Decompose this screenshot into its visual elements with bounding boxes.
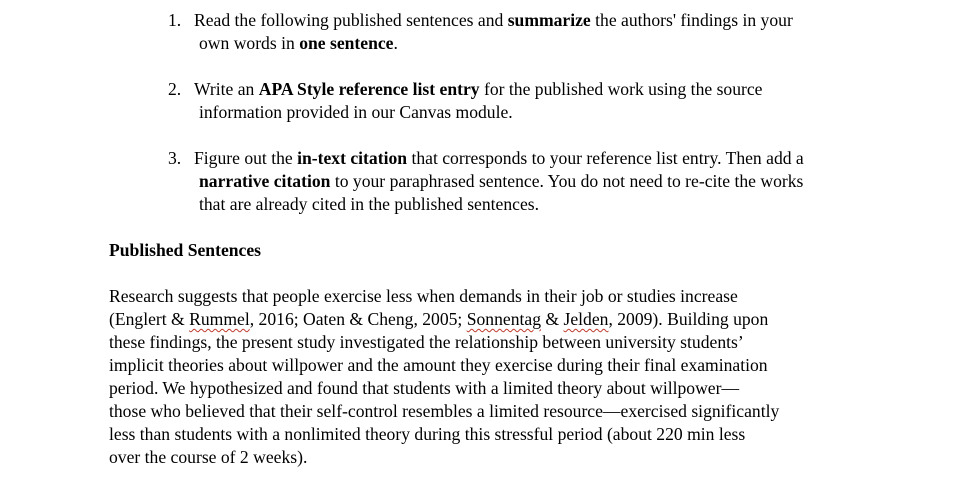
instruction-number: 1. bbox=[168, 10, 182, 30]
instruction-3 bbox=[168, 147, 898, 216]
bold-text: in-text citation bbox=[297, 148, 408, 168]
instruction-1 bbox=[168, 9, 898, 55]
instruction-line: information provided in our Canvas module. bbox=[199, 102, 513, 122]
paragraph-line: implicit theories about willpower and the amount they exercise during their final examination bbox=[109, 355, 768, 375]
paragraph-line: over the course of 2 weeks). bbox=[109, 447, 308, 467]
instruction-line: Read the following published sentences and summarize the authors' findings in your bbox=[194, 10, 793, 30]
instruction-number: 2. bbox=[168, 79, 182, 99]
instruction-line: Write an APA Style reference list entry for the published work using the source bbox=[194, 79, 763, 99]
instruction-number: 3. bbox=[168, 148, 182, 168]
spellcheck-word: Jelden bbox=[563, 309, 609, 329]
paragraph-line: these findings, the present study investigated the relationship between university students’ bbox=[109, 332, 744, 352]
paragraph-line: Research suggests that people exercise less when demands in their job or studies increase bbox=[109, 286, 738, 306]
instruction-2 bbox=[168, 78, 898, 124]
bold-text: one sentence bbox=[299, 33, 394, 53]
spellcheck-word: Sonnentag bbox=[466, 309, 541, 329]
paragraph-line: period. We hypothesized and found that students with a limited theory about willpower— bbox=[109, 378, 740, 398]
instruction-line: Figure out the in-text citation that corresponds to your reference list entry. Then add a bbox=[194, 148, 804, 168]
spellcheck-word: Rummel bbox=[189, 309, 250, 329]
instruction-line: own words in one sentence. bbox=[199, 33, 398, 53]
bold-text: summarize bbox=[507, 10, 591, 30]
bold-text: APA Style reference list entry bbox=[258, 79, 480, 99]
paragraph-line: those who believed that their self-control resembles a limited resource—exercised significantly bbox=[109, 401, 780, 421]
paragraph-line: (Englert & Rummel, 2016; Oaten & Cheng, 2005; Sonnentag & Jelden, 2009). Building upon bbox=[109, 309, 769, 329]
published-paragraph bbox=[109, 285, 929, 469]
instruction-line: that are already cited in the published sentences. bbox=[199, 194, 540, 214]
instruction-line: narrative citation to your paraphrased sentence. You do not need to re-cite the works bbox=[199, 171, 804, 191]
bold-text: narrative citation bbox=[199, 171, 331, 191]
section-heading: Published Sentences bbox=[109, 240, 262, 260]
paragraph-line: less than students with a nonlimited theory during this stressful period (about 220 min less bbox=[109, 424, 746, 444]
